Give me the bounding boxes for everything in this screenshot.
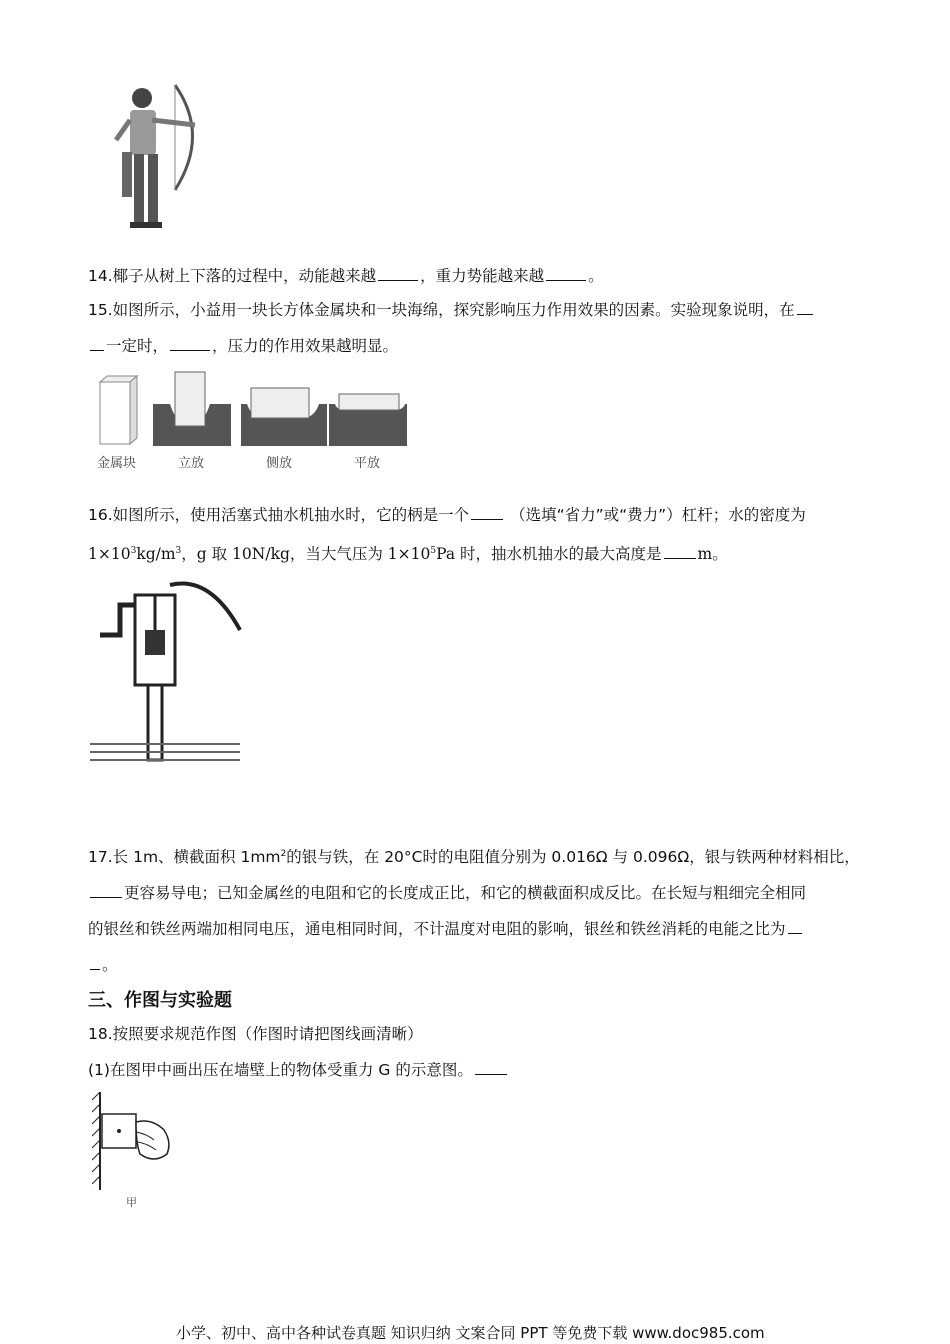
page-footer: 小学、初中、高中各种试卷真题 知识归纳 文案合同 PPT 等免费下载 www.doc985.com [176, 1324, 765, 1342]
answer-blank [170, 332, 210, 351]
caption-side: 侧放 [266, 456, 293, 471]
answer-blank [546, 262, 586, 281]
question-14: 14.椰子从树上下落的过程中，动能越来越 ，重力势能越来越 。 [88, 258, 868, 294]
answer-blank [797, 296, 813, 315]
question-16: 16.如图所示，使用活塞式抽水机抽水时，它的柄是一个 （选填“省力”或“费力”）杠杆；水的密度为 $1\times 10^3kg/m^3$，g 取 10N/kg，当大气压为 $1\times 10^5Pa$ 时，抽水机抽水的最大高度是 m。 [88, 497, 868, 572]
answer-blank [90, 951, 100, 970]
sponge-experiment-figure [95, 368, 415, 450]
answer-blank [788, 915, 802, 934]
caption-upright: 立放 [178, 456, 205, 471]
question-18: 18.按照要求规范作图（作图时请把图线画清晰） (1)在图甲中画出压在墙壁上的物体受重力 G 的示意图。 [88, 1016, 868, 1088]
question-15: 15.如图所示，小益用一块长方体金属块和一块海绵，探究影响压力作用效果的因素。实验现象说明，在 一定时， ，压力的作用效果越明显。 [88, 292, 868, 364]
archer-illustration [100, 80, 210, 240]
answer-blank [475, 1056, 507, 1075]
wall-block-figure [92, 1092, 182, 1192]
caption-figure-jia: 甲 [126, 1196, 137, 1209]
answer-blank [471, 501, 503, 520]
caption-flat: 平放 [354, 456, 381, 471]
answer-blank [90, 332, 104, 351]
question-17: 17.长 1m、横截面积 $1mm^2$的银与铁，在 20°C时的电阻值分别为 0.016Ω 与 0.096Ω，银与铁两种材料相比， 更容易导电；已知金属丝的电阻和它的长度成正比，和它的横截面积成反比。在长短与粗细完全相同 的银丝和铁丝两端加相同电压，通电相同时间，不计温度对电阻的影响，银丝和铁丝消耗的电能之比为 。 [88, 848, 860, 975]
answer-blank [90, 879, 122, 898]
section-heading: 三、作图与实验题 [88, 990, 232, 1011]
caption-metal-block: 金属块 [97, 456, 137, 471]
answer-blank [378, 262, 418, 281]
answer-blank [664, 540, 696, 559]
piston-pump-figure [90, 575, 245, 770]
